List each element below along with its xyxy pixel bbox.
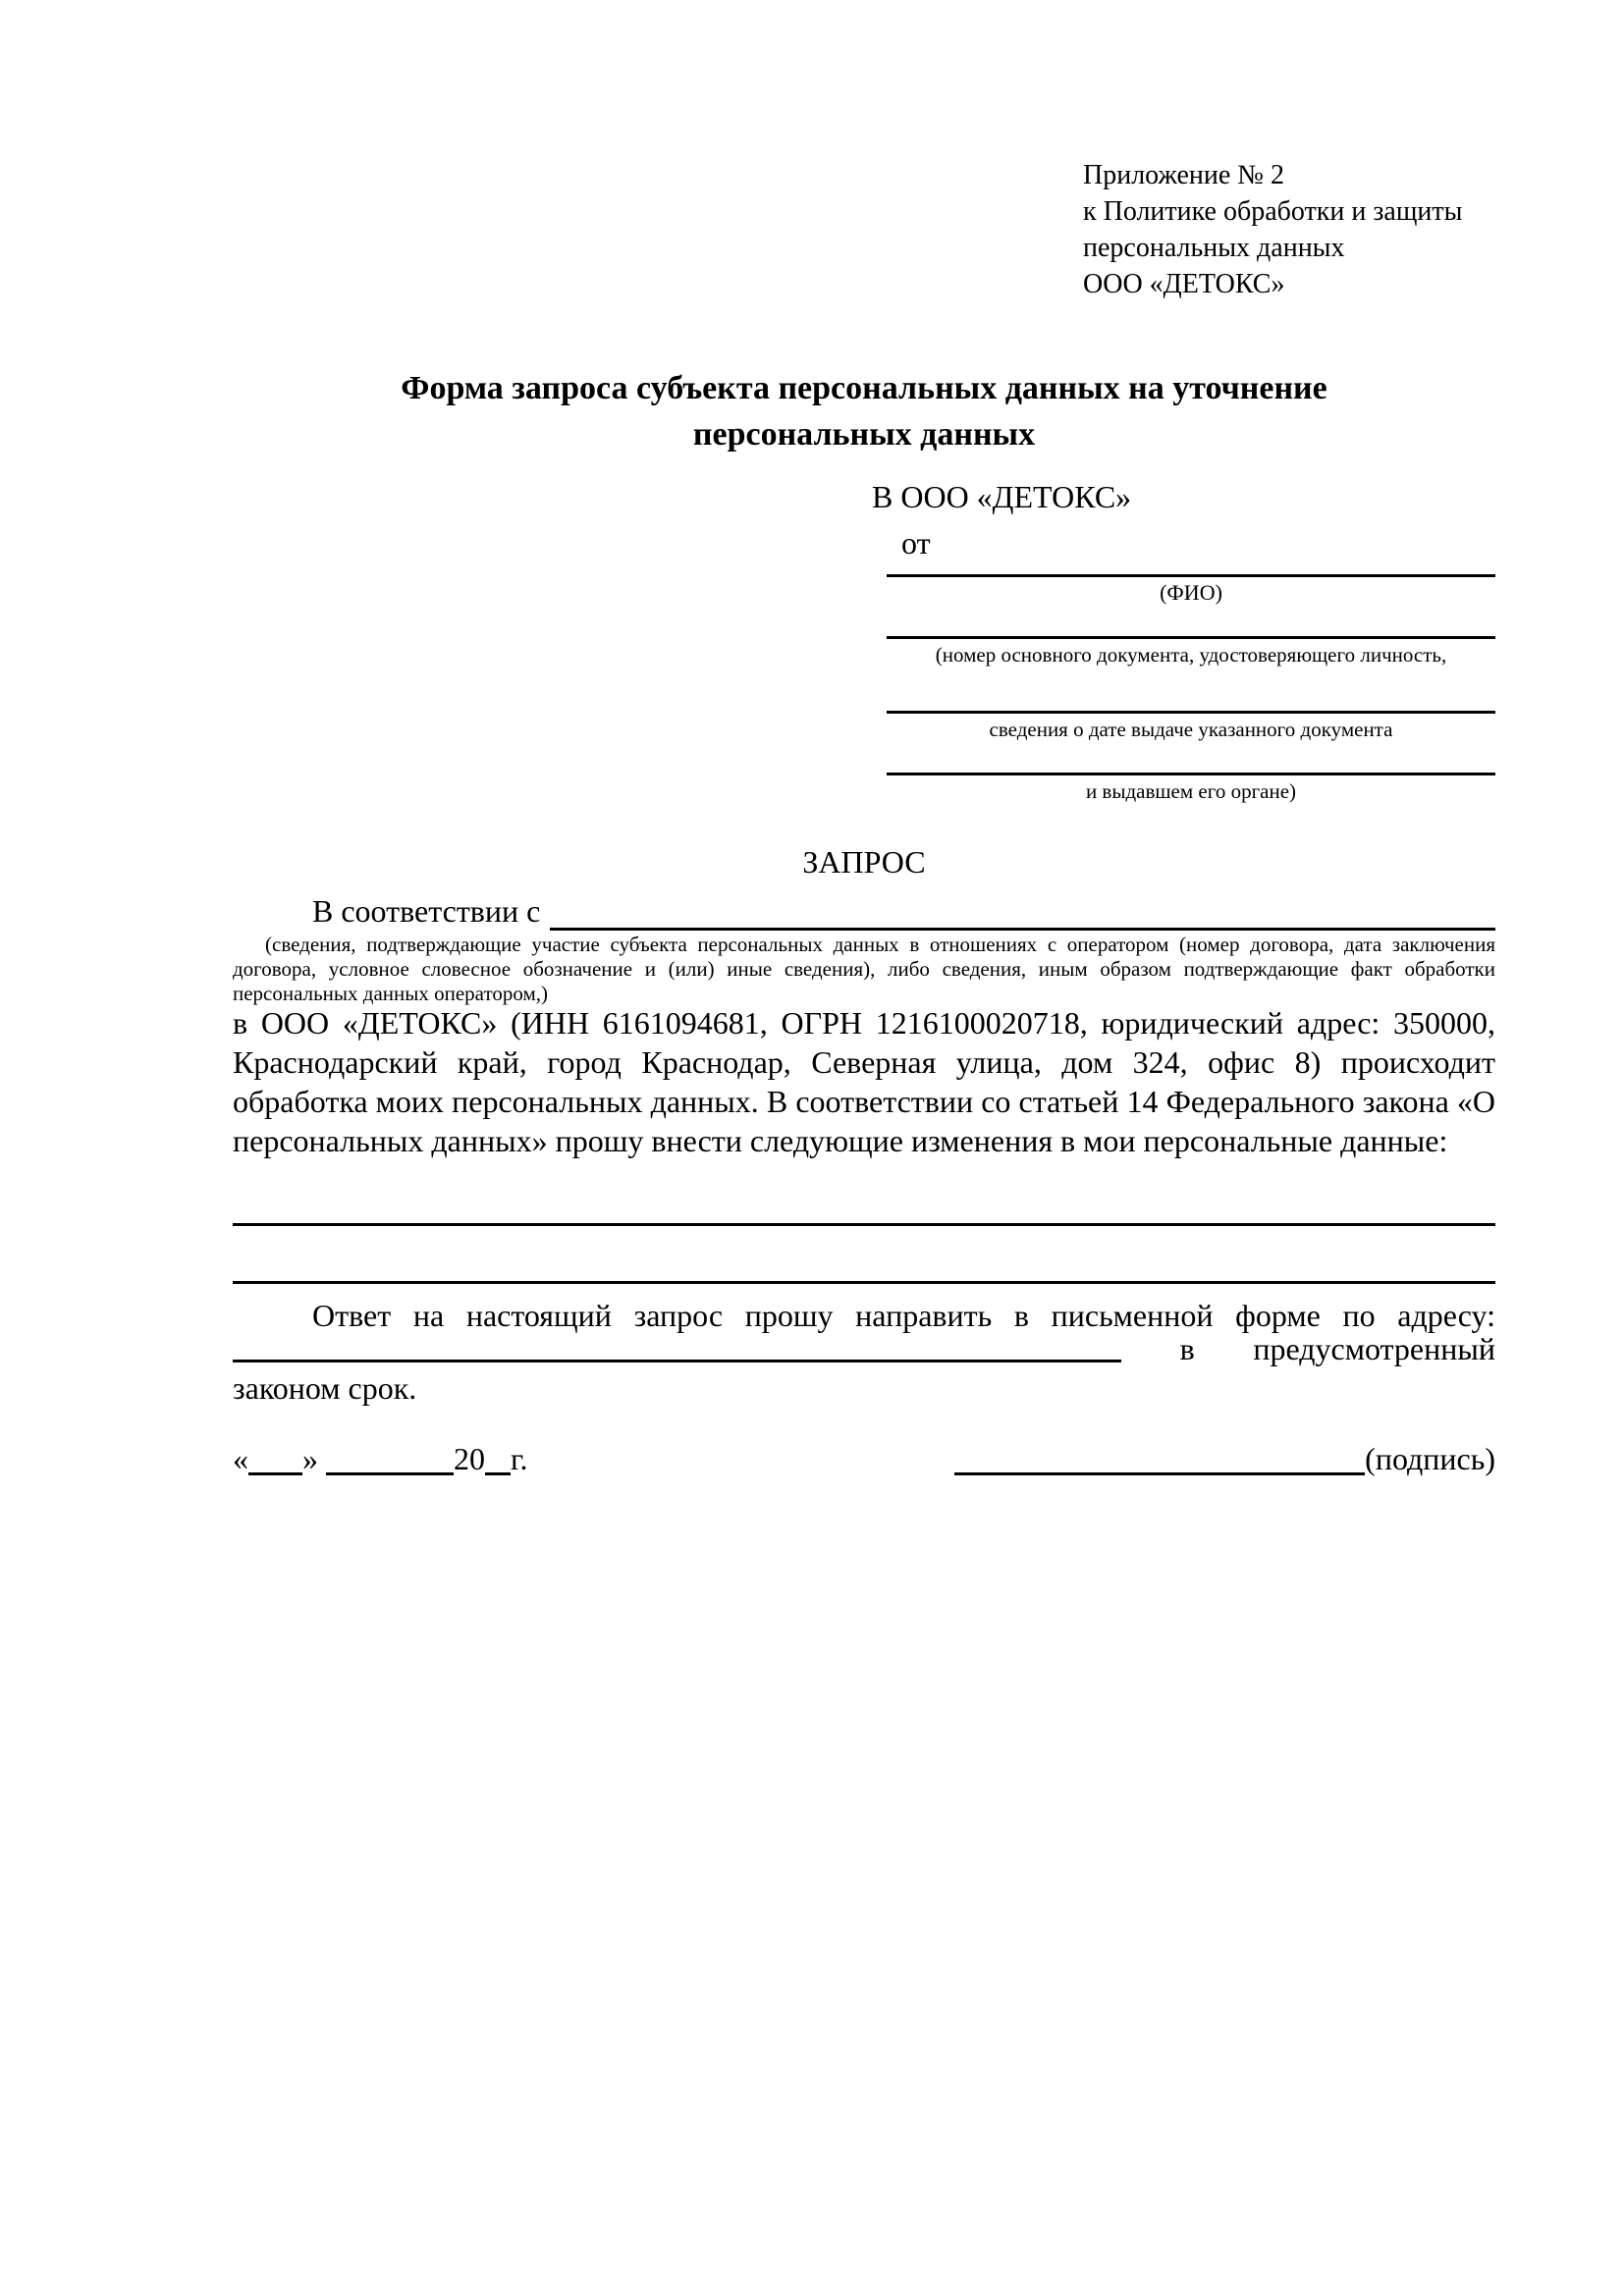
issue-date-field [887,711,1495,742]
body-paragraph: в ООО «ДЕТОКС» (ИНН 6161094681, ОГРН 1216100020718, юридический адрес: 350000, Краснодарский край, город Краснодар, Северная улица, дом 324, офис 8) происходит обработка моих персональных данных. В соответствии со статьей 14 Федерального закона «О персональных данных» прошу внести следующие изменения в мои персональные данные: [233,1005,1495,1158]
changes-fill-line-1 [233,1223,1495,1226]
changes-fill-line-2 [233,1281,1495,1284]
form-title-line-2: персональных данных [692,416,1036,453]
reply-word-v: в [1179,1331,1195,1366]
signature-part [954,1441,1495,1476]
signature-line [954,1472,1365,1475]
date-signature-row [233,1441,1495,1476]
fio-field [887,574,1495,606]
request-heading: ЗАПРОС [802,844,926,880]
appendix-header-line: персональных данных [1083,233,1345,263]
document-number-field-caption: (номер основного документа, удостоверяющего личность, [935,643,1447,667]
date-part [233,1441,528,1476]
year-suffix: г. [511,1441,528,1476]
addressee-line: В ООО «ДЕТОКС» [872,479,1132,514]
basis-row [233,891,1495,931]
issuing-authority-field-caption: и выдавшем его органе) [1085,779,1297,803]
appendix-header-line: к Политике обработки и защиты [1083,196,1463,227]
issue-date-field-caption: сведения о дате выдаче указанного документа [989,718,1393,741]
date-open-quote: « [233,1441,248,1476]
form-title [233,365,1495,457]
reply-line-2 [233,1331,1495,1366]
day-blank-line [248,1472,302,1475]
year-blank-line [485,1472,511,1475]
appendix-header [1083,157,1462,302]
reply-line-1: Ответ на настоящий запрос прошу направить в письменной форме по адресу: [312,1298,1495,1333]
year-prefix: 20 [454,1441,485,1476]
reply-line-3: законом срок. [233,1370,417,1406]
appendix-header-line: ООО «ДЕТОКС» [1083,269,1285,299]
issuing-authority-field [887,773,1495,804]
basis-note: (сведения, подтверждающие участие субъекта персональных данных в отношениях с оператором (номер договора, дата заключения договора, условное словесное обозначение и (или) иные сведения), либо сведения, иным образом подтверждающие факт обработки персональных данных оператором,) [233,933,1495,1005]
from-label: от [901,525,931,561]
date-close-quote: » [302,1441,318,1476]
document-number-field [887,636,1495,667]
basis-fill-line [550,891,1495,931]
form-title-line-1: Форма запроса субъекта персональных данных на уточнение [401,370,1327,406]
appendix-header-line: Приложение № 2 [1083,160,1284,190]
reply-word-term: предусмотренный [1253,1331,1495,1366]
address-fill-line [233,1331,1121,1362]
month-blank-line [326,1472,454,1475]
signature-caption: (подпись) [1365,1441,1495,1476]
fio-field-caption: (ФИО) [1160,580,1222,605]
basis-prefix: В соответствии с [312,893,541,929]
